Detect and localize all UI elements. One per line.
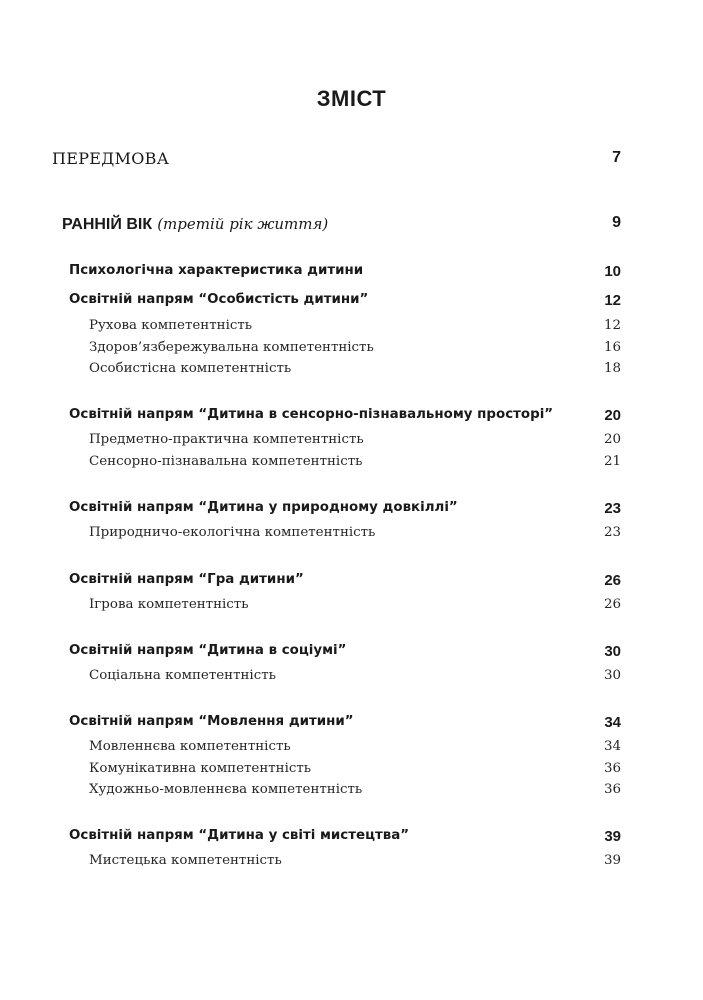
toc-subentry-page: 30 <box>603 668 621 683</box>
toc-heading-label: Освітній напрям “Дитина в сенсорно-пізнавальному просторі” <box>69 407 554 422</box>
toc-subentry-page: 36 <box>603 782 621 797</box>
toc-heading-label: Освітній напрям “Особистість дитини” <box>69 292 369 307</box>
toc-preface-row <box>0 149 703 173</box>
toc-heading-row <box>0 828 703 852</box>
toc-heading-row <box>0 572 703 596</box>
toc-heading-label: Психологічна характеристика дитини <box>69 263 364 278</box>
toc-heading-row <box>0 714 703 738</box>
toc-preface-label: ПЕРЕДМОВА <box>52 149 170 168</box>
toc-subentry-label: Ігрова компетентність <box>89 597 249 612</box>
toc-subentry-page: 20 <box>603 432 621 447</box>
toc-heading-label: Освітній напрям “Мовлення дитини” <box>69 714 354 729</box>
toc-subentry-row <box>0 668 703 692</box>
toc-subentry-row <box>0 432 703 456</box>
toc-heading-row <box>0 292 703 316</box>
toc-subentry-row <box>0 782 703 806</box>
toc-part-label <box>62 214 328 234</box>
toc-heading-page: 26 <box>604 572 621 589</box>
toc-heading-page: 12 <box>604 292 621 309</box>
toc-subentry-page: 26 <box>603 597 621 612</box>
toc-subentry-row <box>0 454 703 478</box>
toc-heading-row <box>0 643 703 667</box>
toc-preface-page: 7 <box>612 149 621 166</box>
toc-heading-page: 39 <box>604 828 621 845</box>
toc-subentry-page: 23 <box>603 525 621 540</box>
toc-part-subtitle: (третій рік життя) <box>157 215 329 233</box>
toc-heading-label: Освітній напрям “Дитина у світі мистецтва” <box>69 828 410 843</box>
toc-subentry-page: 12 <box>603 318 621 333</box>
toc-heading-page: 30 <box>604 643 621 660</box>
toc-part-title: РАННІЙ ВІК <box>62 216 153 233</box>
toc-part-row <box>0 214 703 238</box>
toc-subentry-row <box>0 318 703 342</box>
toc-part-page: 9 <box>612 214 621 231</box>
toc-subentry-label: Комунікативна компетентність <box>89 761 312 776</box>
toc-subentry-label: Художньо-мовленнєва компетентність <box>89 782 363 797</box>
toc-heading-row <box>0 263 703 287</box>
toc-subentry-label: Здоров’язбережувальна компетентність <box>89 340 374 355</box>
toc-subentry-page: 36 <box>603 761 621 776</box>
toc-heading-row <box>0 407 703 431</box>
toc-subentry-label: Предметно-практична компетентність <box>89 432 364 447</box>
toc-subentry-label: Природничо-екологічна компетентність <box>89 525 376 540</box>
toc-heading-page: 34 <box>604 714 621 731</box>
toc-heading-label: Освітній напрям “Дитина у природному довкіллі” <box>69 500 458 515</box>
toc-subentry-row <box>0 597 703 621</box>
toc-subentry-page: 16 <box>603 340 621 355</box>
toc-subentry-label: Рухова компетентність <box>89 318 253 333</box>
toc-heading-page: 10 <box>604 263 621 280</box>
toc-subentry-label: Особистісна компетентність <box>89 361 292 376</box>
toc-subentry-label: Мовленнєва компетентність <box>89 739 291 754</box>
toc-subentry-page: 21 <box>603 454 621 469</box>
toc-subentry-row <box>0 361 703 385</box>
toc-heading-label: Освітній напрям “Гра дитини” <box>69 572 304 587</box>
page-title: ЗМІСТ <box>316 86 387 111</box>
toc-subentry-page: 18 <box>603 361 621 376</box>
toc-heading-row <box>0 500 703 524</box>
toc-subentry-label: Сенсорно-пізнавальна компетентність <box>89 454 363 469</box>
toc-subentry-label: Мистецька компетентність <box>89 853 282 868</box>
toc-subentry-row <box>0 525 703 549</box>
toc-subentry-page: 34 <box>603 739 621 754</box>
toc-heading-page: 23 <box>604 500 621 517</box>
toc-subentry-row <box>0 739 703 763</box>
toc-subentry-label: Соціальна компетентність <box>89 668 276 683</box>
toc-subentry-page: 39 <box>603 853 621 868</box>
toc-heading-page: 20 <box>604 407 621 424</box>
toc-subentry-row <box>0 853 703 877</box>
toc-heading-label: Освітній напрям “Дитина в соціумі” <box>69 643 347 658</box>
